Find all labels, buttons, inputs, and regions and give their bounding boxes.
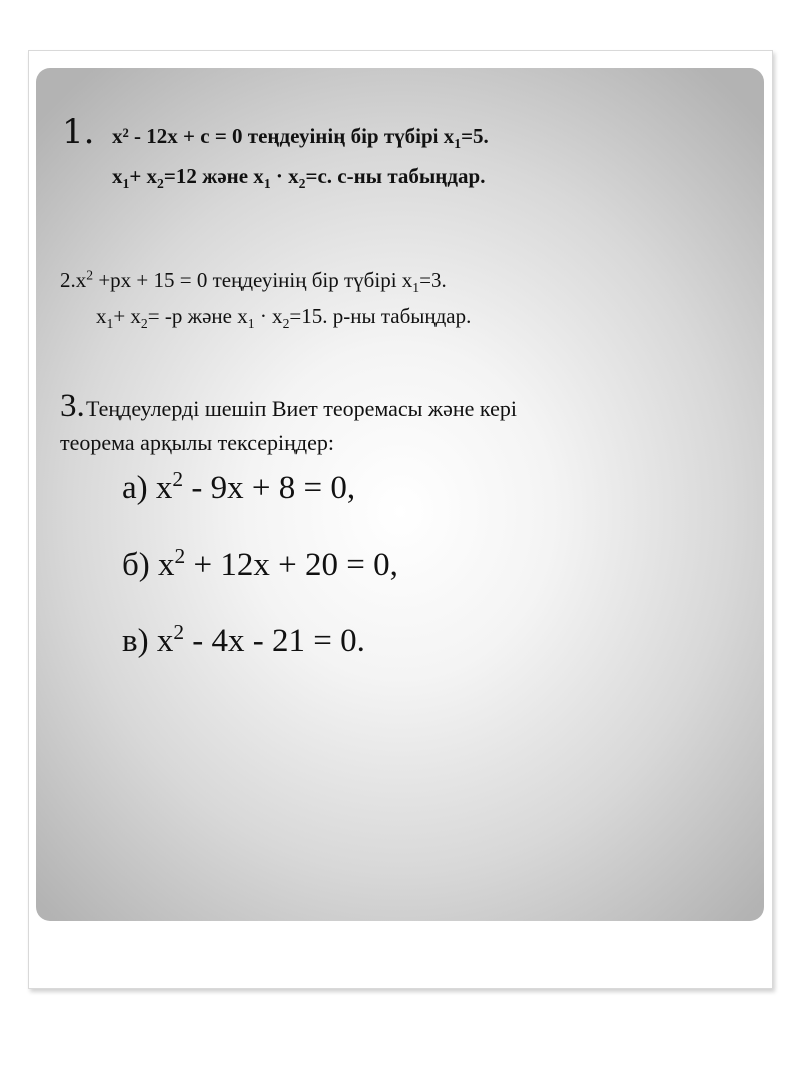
problem-3-line-1: Теңдеулерді шешіп Виет теоремасы және кері <box>86 396 517 421</box>
equation-b: б) $x^2 + 12x + 20 = 0$, <box>122 544 398 583</box>
problem-2-line-1: $2.x^2 +px + 15 = 0$ теңдеуінің бір түбірі $x_1=3$. <box>60 267 447 295</box>
equation-c: в) $x^2 - 4x - 21 = 0$. <box>122 620 365 659</box>
problem-3-number: 3. <box>60 388 85 424</box>
problem-2-line-2: $x_1+ x_2= -p$ және $x_1 \cdot x_2=15$. p-ны табыңдар. <box>96 304 472 331</box>
problem-1-line-2: $x_1+ x_2=12$ және $x_1 \cdot x_2=c$. c-ны табыңдар. <box>112 164 486 191</box>
problem-1-number: 1. <box>62 112 95 152</box>
problem-1-line-1: x² - 12x + c = 0 теңдеуінің бір түбірі $x_1=5$. <box>112 124 489 151</box>
problem-3-line-2: теорема арқылы тексеріңдер: <box>60 430 334 455</box>
equation-a: а) $x^2 - 9x + 8 = 0$, <box>122 467 356 506</box>
